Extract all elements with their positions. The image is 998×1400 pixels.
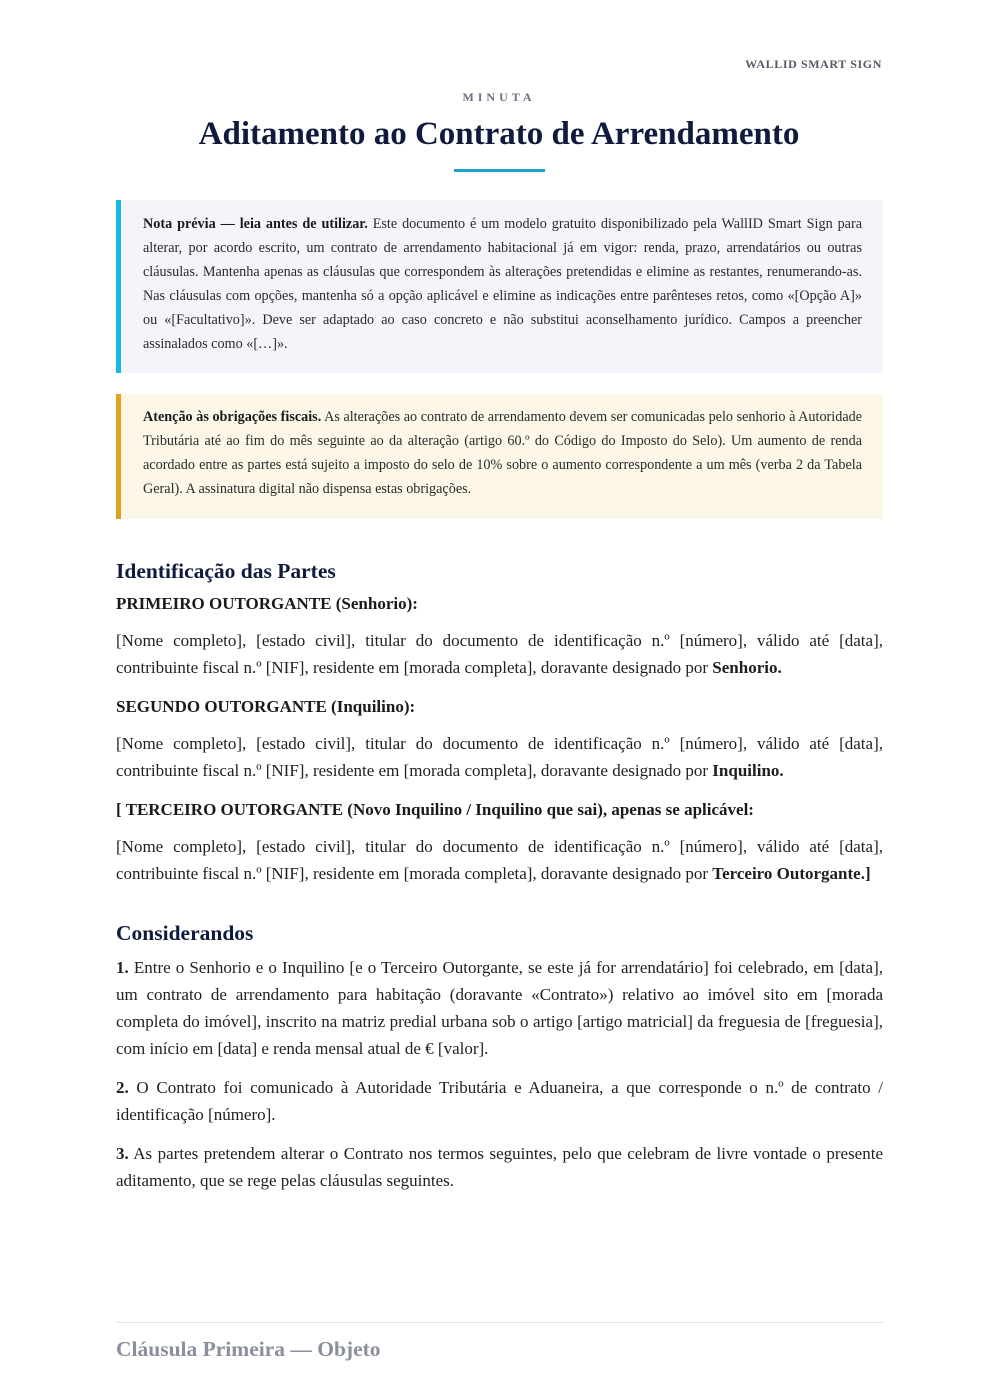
recital-text: O Contrato foi comunicado à Autoridade Tributária e Aduaneira, a que corresponde o n.º de contrato / identificação [número].	[116, 1078, 883, 1124]
preliminary-note	[116, 200, 883, 373]
recital-number: 3.	[116, 1144, 129, 1163]
recital-number: 2.	[116, 1078, 129, 1097]
recital-item	[116, 1074, 883, 1128]
second-party-details: [Nome completo], [estado civil], titular do documento de identificação n.º [número], válido até [data], contribuinte fiscal n.º [NIF], residente em [morada completa], doravante designado por	[116, 734, 883, 780]
parties-heading: Identificação das Partes	[116, 559, 336, 583]
recital-text: As partes pretendem alterar o Contrato nos termos seguintes, pelo que celebram de livre vontade o presente aditamento, que se rege pelas cláusulas seguintes.	[116, 1144, 883, 1190]
recital-text: Entre o Senhorio e o Inquilino [e o Terceiro Outorgante, se este já for arrendatário] foi celebrado, em [data], um contrato de arrendamento para habitação (doravante «Contrato») relativo ao imóvel sito em [morada completa do imóvel], inscrito na matriz predial urbana sob o artigo [artigo matricial] da freguesia de [freguesia], com início em [data] e renda mensal atual de € [valor].	[116, 958, 883, 1058]
second-party-designation: Inquilino.	[712, 761, 784, 780]
recitals-heading: Considerandos	[116, 921, 254, 945]
document-content	[116, 556, 883, 1206]
third-party-label: [ TERCEIRO OUTORGANTE (Novo Inquilino / Inquilino que sai), apenas se aplicável:	[116, 800, 754, 819]
tax-warning-lead: Atenção às obrigações fiscais.	[143, 409, 322, 425]
first-party-text	[116, 627, 883, 681]
third-party-designation: Terceiro Outorgante.]	[712, 864, 871, 883]
recital-item	[116, 1140, 883, 1194]
recital-number: 1.	[116, 958, 129, 977]
first-party-designation: Senhorio.	[712, 658, 782, 677]
second-party-label: SEGUNDO OUTORGANTE (Inquilino):	[116, 697, 416, 716]
recital-item	[116, 954, 883, 1062]
section-divider	[116, 1322, 883, 1323]
tax-warning-text: As alterações ao contrato de arrendamento devem ser comunicadas pelo senhorio à Autoridade Tributária até ao fim do mês seguinte ao da alteração (artigo 60.º do Código do Imposto do Selo). Um aumento de renda acordado entre as partes está sujeito a imposto do selo de 10% sobre o aumento correspondente a um mês (verba 2 da Tabela Geral). A assinatura digital não dispensa estas obrigações.	[143, 409, 863, 497]
preliminary-note-text: Este documento é um modelo gratuito disponibilizado pela WallID Smart Sign para alterar, por acordo escrito, um contrato de arrendamento habitacional já em vigor: renda, prazo, arrendatários ou outras cláusulas. Mantenha apenas as cláusulas que correspondem às alterações pretendidas e elimine as restantes, renumerando-as. Nas cláusulas com opções, mantenha só a opção aplicável e elimine as indicações entre parênteses retos, como «[Opção A]» ou «[Facultativo]». Deve ser adaptado ao caso concreto e não substitui aconselhamento jurídico. Campos a preencher assinalados como «[…]».	[143, 216, 862, 352]
document-kicker: MINUTA	[462, 90, 536, 104]
first-party-details: [Nome completo], [estado civil], titular do documento de identificação n.º [número], válido até [data], contribuinte fiscal n.º [NIF], residente em [morada completa], doravante designado por	[116, 631, 883, 677]
preliminary-note-lead: Nota prévia — leia antes de utilizar.	[143, 216, 368, 232]
document-title: Aditamento ao Contrato de Arrendamento	[198, 116, 800, 152]
title-rule	[454, 169, 545, 172]
brand-label: WALLID SMART SIGN	[745, 57, 882, 71]
third-party-text	[116, 833, 883, 887]
tax-warning-note	[116, 394, 883, 519]
second-party-text	[116, 730, 883, 784]
third-party-details: [Nome completo], [estado civil], titular do documento de identificação n.º [número], válido até [data], contribuinte fiscal n.º [NIF], residente em [morada completa], doravante designado por	[116, 837, 883, 883]
first-party-label: PRIMEIRO OUTORGANTE (Senhorio):	[116, 594, 418, 613]
clause-first-heading: Cláusula Primeira — Objeto	[116, 1337, 381, 1361]
